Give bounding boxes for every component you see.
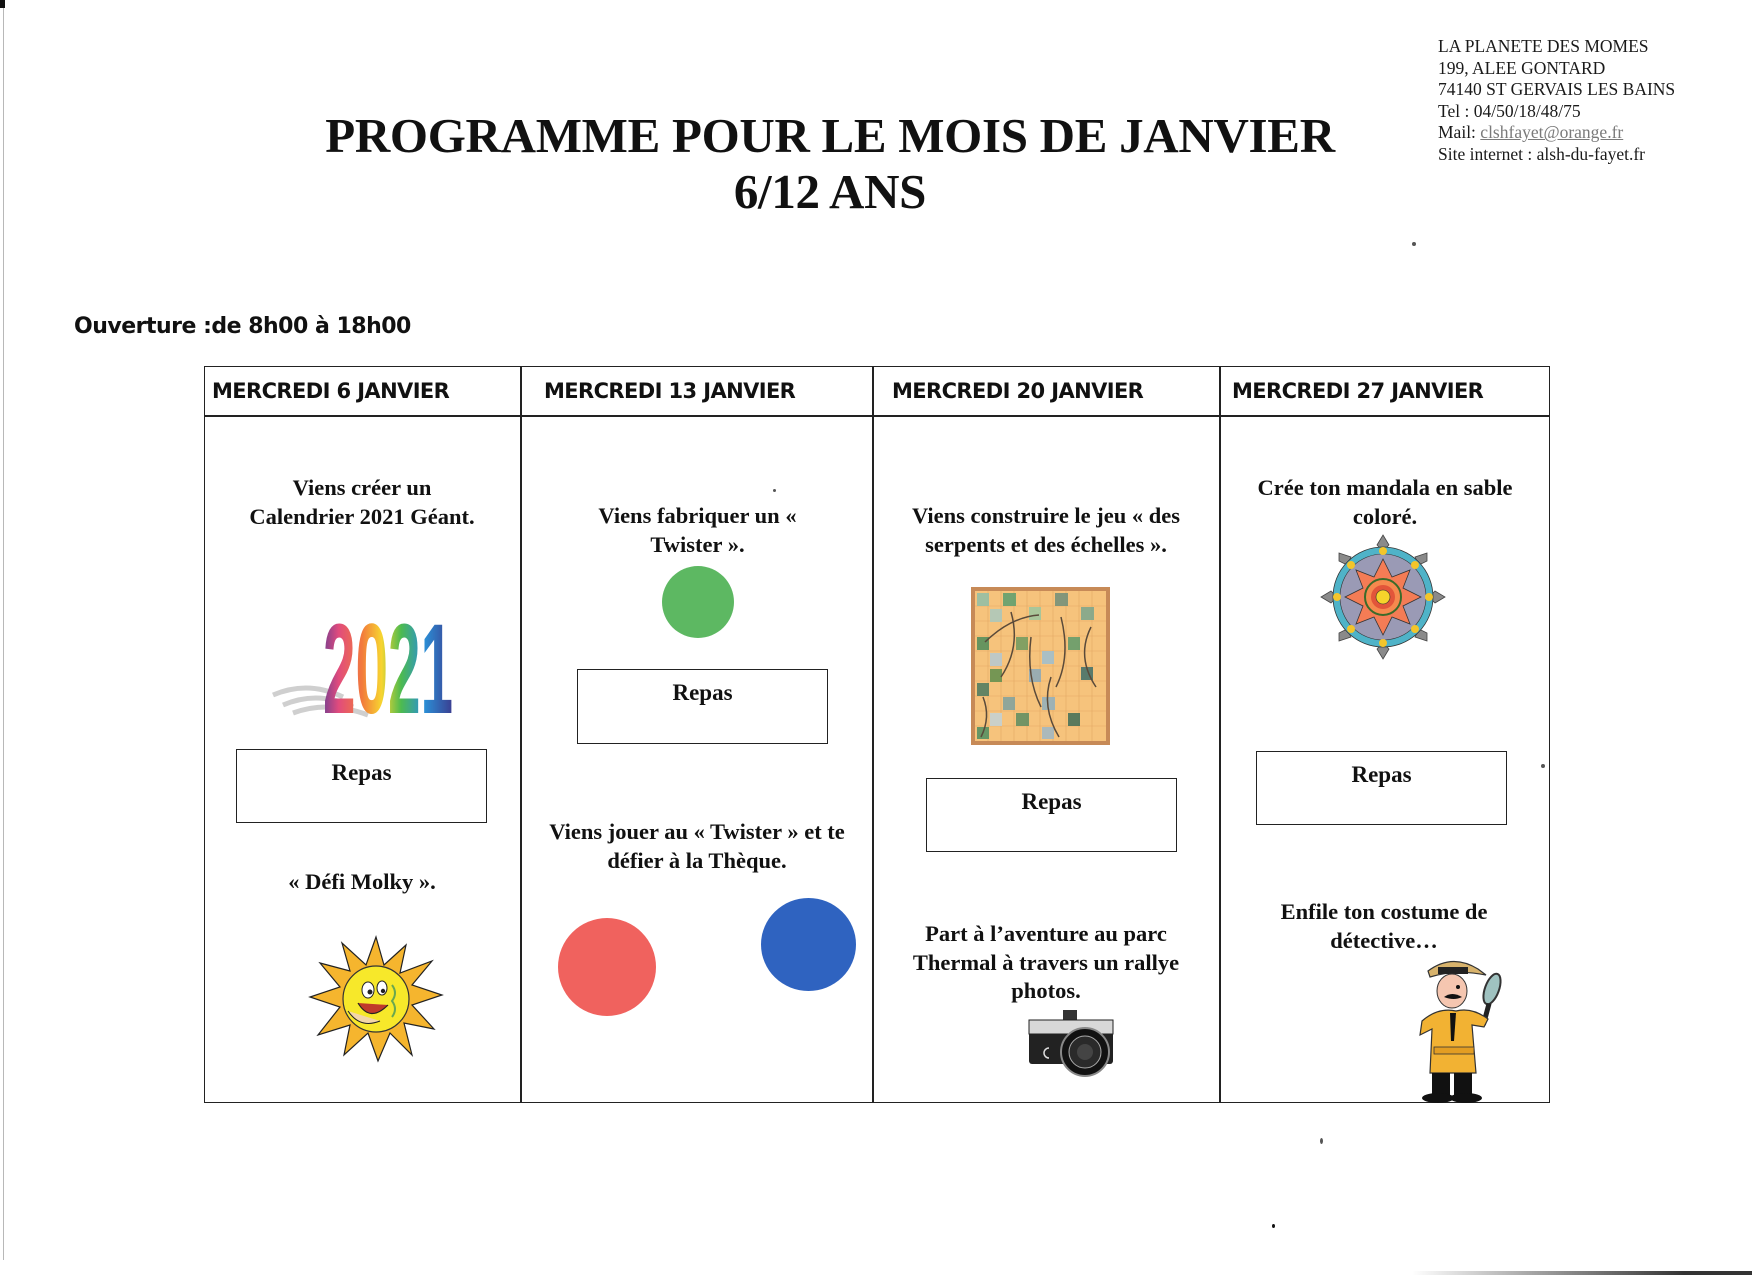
blue-dot-icon: [761, 898, 856, 991]
activity-afternoon-6: « Défi Molky ».: [288, 869, 436, 894]
day-header-6: MERCREDI 6 JANVIER: [212, 379, 450, 403]
email-link[interactable]: clshfayet@orange.fr: [1480, 122, 1624, 143]
lunch-label: Repas: [1351, 762, 1412, 787]
scan-corner-mark: [0, 0, 5, 8]
lunch-box-13: [577, 669, 828, 744]
title-line-2: 6/12 ANS: [733, 164, 927, 219]
lunch-box-20: [926, 778, 1177, 852]
lunch-label: Repas: [1021, 789, 1082, 814]
rainbow-2021-text: 2021: [323, 598, 453, 741]
email-label: Mail:: [1438, 122, 1481, 143]
column-divider: [1219, 366, 1221, 1103]
lunch-label: Repas: [331, 760, 392, 785]
activity-morning-13: Viens fabriquer un « Twister ».: [598, 503, 797, 557]
lunch-box-27: [1256, 751, 1507, 825]
day-header-27: MERCREDI 27 JANVIER: [1232, 379, 1484, 403]
detective-icon: [1408, 955, 1514, 1103]
mandala-icon: [1320, 534, 1446, 660]
camera-icon: [1027, 1008, 1117, 1080]
activity-morning-27: Crée ton mandala en sable coloré.: [1257, 475, 1513, 529]
activity-afternoon-20: Part à l’aventure au parc Thermal à travers un rallye photos.: [912, 921, 1180, 1003]
scan-edge-bottom: [1412, 1271, 1752, 1275]
organization-name: LA PLANETE DES MOMES: [1438, 36, 1649, 56]
title-line-1: PROGRAMME POUR LE MOIS DE JANVIER: [325, 108, 1335, 163]
phone-number: Tel : 04/50/18/48/75: [1438, 100, 1581, 121]
snakes-and-ladders-board-icon: [971, 587, 1110, 745]
contact-block: [1438, 36, 1675, 166]
rainbow-2021-icon: [268, 585, 458, 741]
scan-edge: [3, 0, 4, 1260]
table-header-divider: [204, 415, 1550, 417]
red-dot-icon: [558, 918, 656, 1016]
day-header-13: MERCREDI 13 JANVIER: [544, 379, 796, 403]
day-header-20: MERCREDI 20 JANVIER: [892, 379, 1144, 403]
page-title: [290, 108, 1370, 220]
address-city: 74140 ST GERVAIS LES BAINS: [1438, 79, 1676, 100]
activity-morning-20: Viens construire le jeu « des serpents et des échelles ».: [911, 503, 1181, 557]
column-divider: [520, 366, 522, 1103]
lunch-label: Repas: [672, 680, 733, 705]
opening-hours: Ouverture :de 8h00 à 18h00: [74, 314, 411, 339]
scan-speck: [1320, 1138, 1323, 1144]
address-street: 199, ALEE GONTARD: [1438, 57, 1606, 78]
green-dot-icon: [662, 566, 734, 638]
column-divider: [872, 366, 874, 1103]
email-line: [1438, 122, 1675, 144]
scan-speck: [1272, 1224, 1275, 1228]
website: Site internet : alsh-du-fayet.fr: [1438, 143, 1646, 164]
activity-morning-6: Viens créer un Calendrier 2021 Géant.: [249, 475, 475, 529]
lunch-box-6: [236, 749, 487, 823]
smiling-sun-icon: [308, 935, 444, 1063]
activity-afternoon-13: Viens jouer au « Twister » et te défier à la Thèque.: [549, 819, 845, 873]
scan-speck: [1412, 242, 1416, 246]
activity-afternoon-27: Enfile ton costume de détective…: [1280, 899, 1488, 953]
